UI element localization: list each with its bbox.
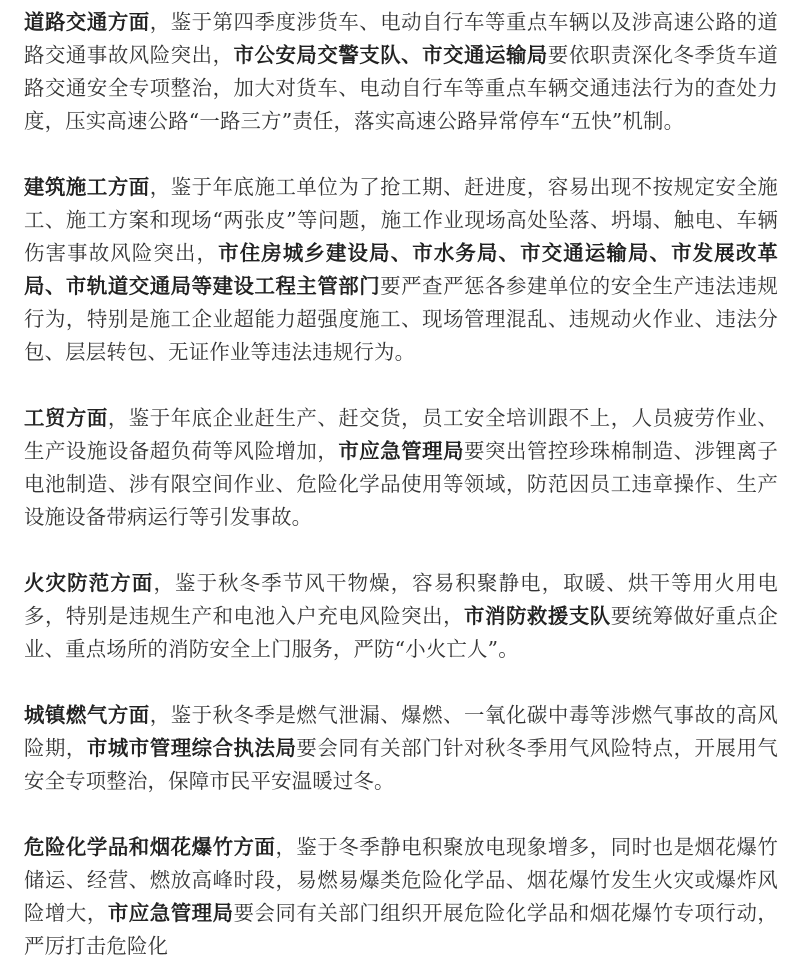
paragraph-text: 要会同有关部门组织开展危险化学品和烟花爆竹专项行动，严厉打击危险化 xyxy=(24,901,779,958)
paragraph-fire-prevention xyxy=(24,567,778,666)
paragraph-construction xyxy=(24,171,778,369)
section-heading: 危险化学品和烟花爆竹方面 xyxy=(24,835,276,859)
paragraph-text: ，鉴于年底企业赶生产、赶交货，员工安全培训跟不上，人员疲劳作业、生产设施设备超负荷等风险增加， xyxy=(24,406,778,463)
paragraph-road-traffic xyxy=(24,6,778,138)
paragraph-text: ，鉴于年底施工单位为了抢工期、赶进度，容易出现不按规定安全施工、施工方案和现场“两张皮”等问题，施工作业现场高处坠落、坍塌、触电、车辆伤害事故风险突出， xyxy=(24,175,779,265)
responsible-agency: 市应急管理局 xyxy=(338,439,465,463)
paragraph-urban-gas xyxy=(24,699,778,798)
responsible-agency: 市消防救援支队 xyxy=(464,604,611,628)
paragraph-text: 要会同有关部门针对秋冬季用气风险特点，开展用气安全专项整治，保障市民平安温暖过冬。 xyxy=(24,736,778,793)
paragraph-text: ，鉴于冬季静电积聚放电现象增多，同时也是烟花爆竹储运、经营、燃放高峰时段，易燃易爆类危险化学品、烟花爆竹发生火灾或爆炸风险增大， xyxy=(24,835,778,925)
paragraph-text: 要依职责深化冬季货车道路交通安全专项整治，加大对货车、电动自行车等重点车辆交通违法行为的查处力度，压实高速公路“一路三方”责任，落实高速公路异常停车“五快”机制。 xyxy=(24,43,779,133)
responsible-agency: 市公安局交警支队、市交通运输局 xyxy=(233,43,548,67)
responsible-agency: 市住房城乡建设局、市水务局、市交通运输局、市发展改革局、市轨道交通局等建设工程主管部门 xyxy=(24,241,778,298)
paragraph-text: ，鉴于秋冬季节风干物燥，容易积聚静电，取暖、烘干等用火用电多，特别是违规生产和电池入户充电风险突出， xyxy=(24,571,779,628)
paragraph-text: 要严查严惩各参建单位的安全生产违法违规行为，特别是施工企业超能力超强度施工、现场管理混乱、违规动火作业、违法分包、层层转包、无证作业等违法违规行为。 xyxy=(24,274,778,364)
responsible-agency: 市城市管理综合执法局 xyxy=(86,736,297,760)
section-heading: 建筑施工方面 xyxy=(24,175,150,199)
paragraph-hazardous-chemicals xyxy=(24,831,778,963)
section-heading: 工贸方面 xyxy=(24,406,108,430)
paragraph-text: ，鉴于秋冬季是燃气泄漏、爆燃、一氧化碳中毒等涉燃气事故的高风险期， xyxy=(24,703,779,760)
paragraph-text: 要统筹做好重点企业、重点场所的消防安全上门服务，严防“小火亡人”。 xyxy=(24,604,779,661)
responsible-agency: 市应急管理局 xyxy=(107,901,234,925)
section-heading: 城镇燃气方面 xyxy=(24,703,150,727)
paragraph-text: 要突出管控珍珠棉制造、涉锂离子电池制造、涉有限空间作业、危险化学品使用等领域，防范因员工违章操作、生产设施设备带病运行等引发事故。 xyxy=(24,439,779,529)
paragraph-industry-trade xyxy=(24,402,778,534)
paragraph-text: ，鉴于第四季度涉货车、电动自行车等重点车辆以及涉高速公路的道路交通事故风险突出， xyxy=(24,10,779,67)
section-heading: 火灾防范方面 xyxy=(24,571,154,595)
section-heading: 道路交通方面 xyxy=(24,10,150,34)
